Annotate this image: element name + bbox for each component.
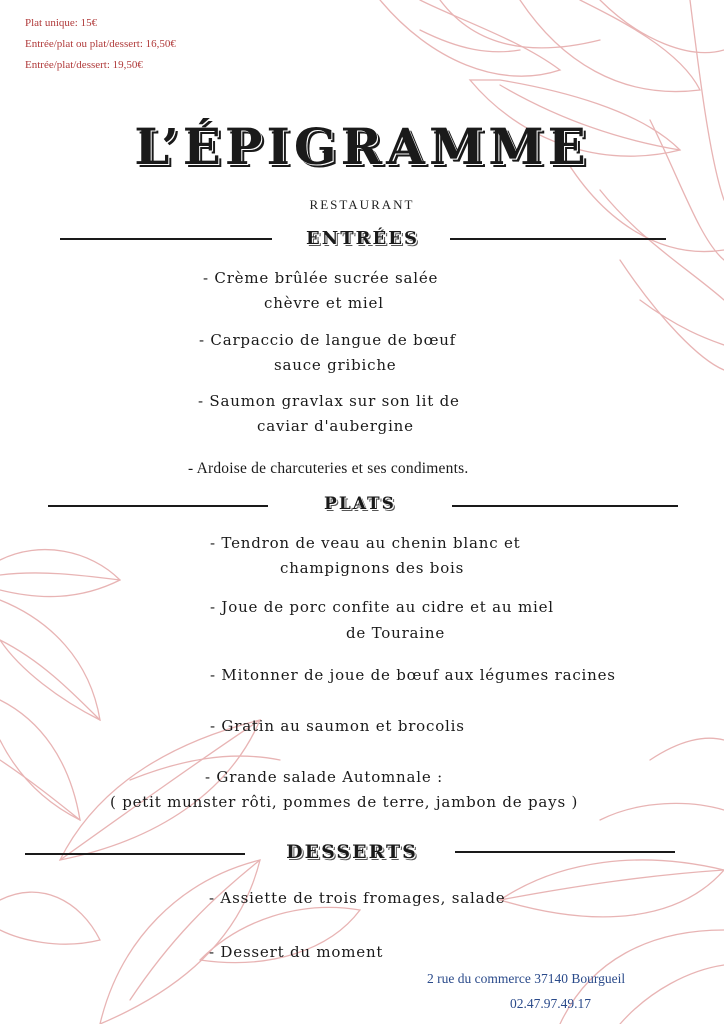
menu-item-detail: champignons des bois — [280, 559, 465, 577]
menu-item-detail: sauce gribiche — [274, 356, 397, 374]
price-two-courses: Entrée/plat ou plat/dessert: 16,50€ — [25, 38, 176, 50]
menu-item: - Saumon gravlax sur son lit de — [198, 392, 460, 410]
price-list — [25, 13, 176, 76]
divider-line — [48, 505, 268, 507]
section-heading-entrees: ENTRÉES — [306, 228, 419, 249]
restaurant-title: L’ÉPIGRAMME — [134, 117, 590, 176]
price-single-dish: Plat unique: 15€ — [25, 17, 98, 29]
section-heading-plats: PLATS — [324, 494, 396, 514]
restaurant-phone: 02.47.97.49.17 — [510, 996, 591, 1011]
menu-item: - Dessert du moment — [209, 943, 384, 961]
menu-item-detail: de Touraine — [346, 624, 446, 642]
menu-item: - Mitonner de joue de bœuf aux légumes racines — [210, 666, 616, 684]
menu-item: - Tendron de veau au chenin blanc et — [210, 534, 521, 552]
restaurant-address: 2 rue du commerce 37140 Bourgueil — [427, 971, 626, 986]
menu-item: - Assiette de trois fromages, salade — [209, 889, 506, 907]
price-three-courses: Entrée/plat/dessert: 19,50€ — [25, 59, 143, 71]
menu-item: - Gratin au saumon et brocolis — [210, 717, 465, 735]
menu-item: - Crème brûlée sucrée salée — [203, 269, 439, 287]
divider-line — [450, 238, 666, 240]
menu-item: - Joue de porc confite au cidre et au miel — [210, 598, 554, 616]
menu-item-detail: ( petit munster rôti, pommes de terre, jambon de pays ) — [110, 793, 579, 811]
divider-line — [455, 851, 675, 853]
section-heading-desserts: DESSERTS — [286, 841, 418, 863]
menu-item: - Ardoise de charcuteries et ses condiments. — [188, 460, 469, 477]
divider-line — [452, 505, 678, 507]
menu-item-detail: chèvre et miel — [264, 294, 384, 312]
menu-item: - Carpaccio de langue de bœuf — [199, 331, 457, 349]
divider-line — [60, 238, 272, 240]
restaurant-subtitle: RESTAURANT — [309, 197, 415, 212]
divider-line — [25, 853, 245, 855]
menu-item: - Grande salade Automnale : — [205, 768, 443, 786]
menu-item-detail: caviar d'aubergine — [257, 417, 414, 435]
